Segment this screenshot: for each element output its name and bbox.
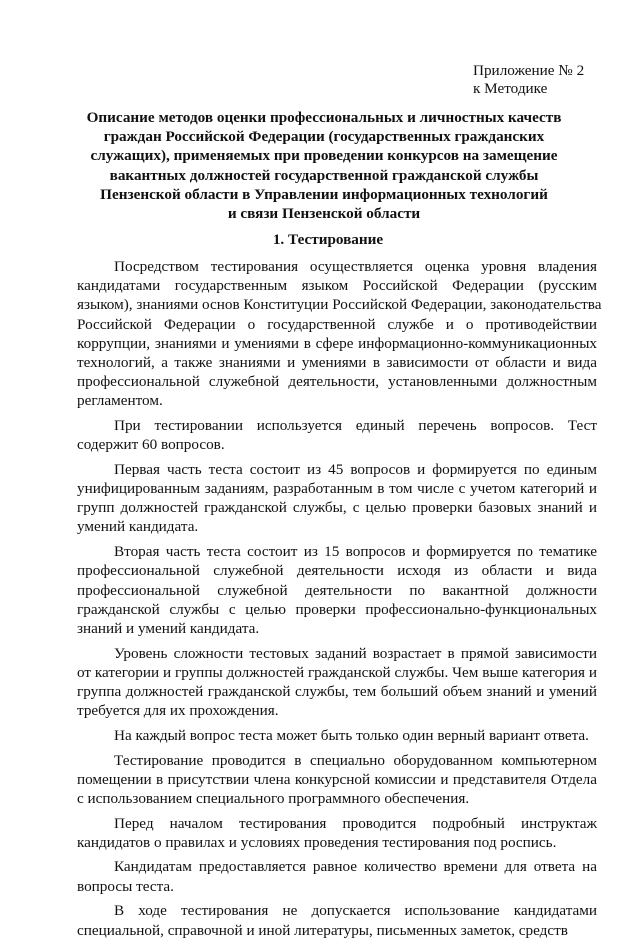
paragraph — [77, 814, 597, 852]
title-line: и связи Пензенской области — [227, 204, 421, 222]
paragraph-line: от категории и группы должностей гражданской службы. Чем выше категория и — [77, 663, 597, 681]
title-line: вакантных должностей государственной гражданской службы — [109, 166, 539, 184]
paragraph-line: профессиональной служебной деятельности по вакантной должности — [77, 581, 597, 599]
paragraph-line: языком), знаниями основ Конституции Российской Федерации, законодательства — [77, 296, 602, 314]
title-line: граждан Российской Федерации (государственных гражданских — [103, 128, 545, 146]
paragraph — [77, 257, 602, 411]
paragraph-line: специальной, справочной и иной литературы, письменных заметок, средств — [77, 921, 568, 939]
paragraph-line: содержит 60 вопросов. — [77, 436, 225, 454]
paragraph-line: помещении в присутствии члена конкурсной комиссии и представителя Отдела — [77, 770, 597, 788]
paragraph-line: профессиональной служебной деятельности исходя из области и вида — [77, 562, 597, 580]
paragraph-line: Вторая часть теста состоит из 15 вопросов и формируется по тематике — [114, 543, 597, 561]
title-line: служащих), применяемых при проведении конкурсов на замещение — [90, 147, 558, 165]
paragraph-line: Кандидатам предоставляется равное количество времени для ответа на — [114, 858, 597, 876]
appendix-label — [473, 62, 584, 98]
paragraph-line: профессиональной служебной деятельности, установленными должностным — [77, 373, 597, 391]
paragraph-line: умений кандидата. — [77, 518, 199, 536]
paragraph-line: Российской Федерации о государственной службе и о противодействии — [77, 315, 597, 333]
paragraph — [77, 751, 597, 809]
paragraph — [77, 857, 597, 895]
appendix-number: Приложение № 2 — [473, 62, 585, 79]
appendix-reference: к Методике — [473, 80, 548, 97]
paragraph — [77, 901, 597, 939]
paragraph — [77, 460, 597, 537]
paragraph-line: вопросы теста. — [77, 877, 174, 895]
paragraph — [77, 726, 597, 745]
paragraph-line: с использованием специального программного обеспечения. — [77, 789, 470, 807]
paragraph — [77, 416, 597, 454]
paragraph-line: коррупции, знаниями и умениями в сфере информационно-коммуникационных — [77, 334, 597, 352]
section-heading: 1. Тестирование — [272, 231, 384, 248]
paragraph-line: Уровень сложности тестовых заданий возрастает в прямой зависимости — [114, 644, 597, 662]
paragraph-line: Тестирование проводится в специально оборудованном компьютерном — [114, 751, 597, 769]
paragraph — [77, 644, 597, 721]
paragraph-line: технологий, а также знаниями и умениями в зависимости от области и вида — [77, 353, 597, 371]
paragraph-line: Перед началом тестирования проводится подробный инструктаж — [114, 814, 597, 832]
paragraph-line: На каждый вопрос теста может быть только один верный вариант ответа. — [114, 726, 589, 744]
paragraph-line: Посредством тестирования осуществляется оценка уровня владения — [114, 258, 597, 275]
paragraph-line: группа должностей гражданской службы, тем больший объем знаний и умений — [77, 682, 597, 700]
paragraph-line: Первая часть теста состоит из 45 вопросов и формируется по единым — [114, 460, 597, 478]
paragraph-line: кандидатов о правилах и условиях проведения тестирования под роспись. — [77, 833, 557, 851]
paragraph-line: унифицированным заданиям, разработанным в том числе с учетом категорий и — [77, 480, 597, 498]
paragraph-line: регламентом. — [77, 392, 163, 410]
title-line: Пензенской области в Управлении информационных технологий — [100, 185, 548, 203]
document-body — [77, 257, 602, 945]
paragraph-line: знаний и умений кандидата. — [77, 619, 260, 637]
title-line: Описание методов оценки профессиональных и личностных качеств — [86, 109, 562, 126]
paragraph-line: кандидатами государственным языком Российской Федерации (русским — [77, 277, 597, 295]
paragraph-line: При тестировании используется единый перечень вопросов. Тест — [114, 417, 597, 434]
paragraph-line: В ходе тестирования не допускается использование кандидатами — [114, 902, 597, 920]
paragraph-line: гражданской службы с целью проверки профессионально-функциональных — [77, 600, 597, 618]
paragraph-line: групп должностей гражданской службы, с целью проверки базовых знаний и — [77, 499, 597, 517]
paragraph — [77, 542, 597, 638]
document-title — [85, 109, 563, 224]
paragraph-line: требуется для их прохождения. — [77, 702, 279, 720]
